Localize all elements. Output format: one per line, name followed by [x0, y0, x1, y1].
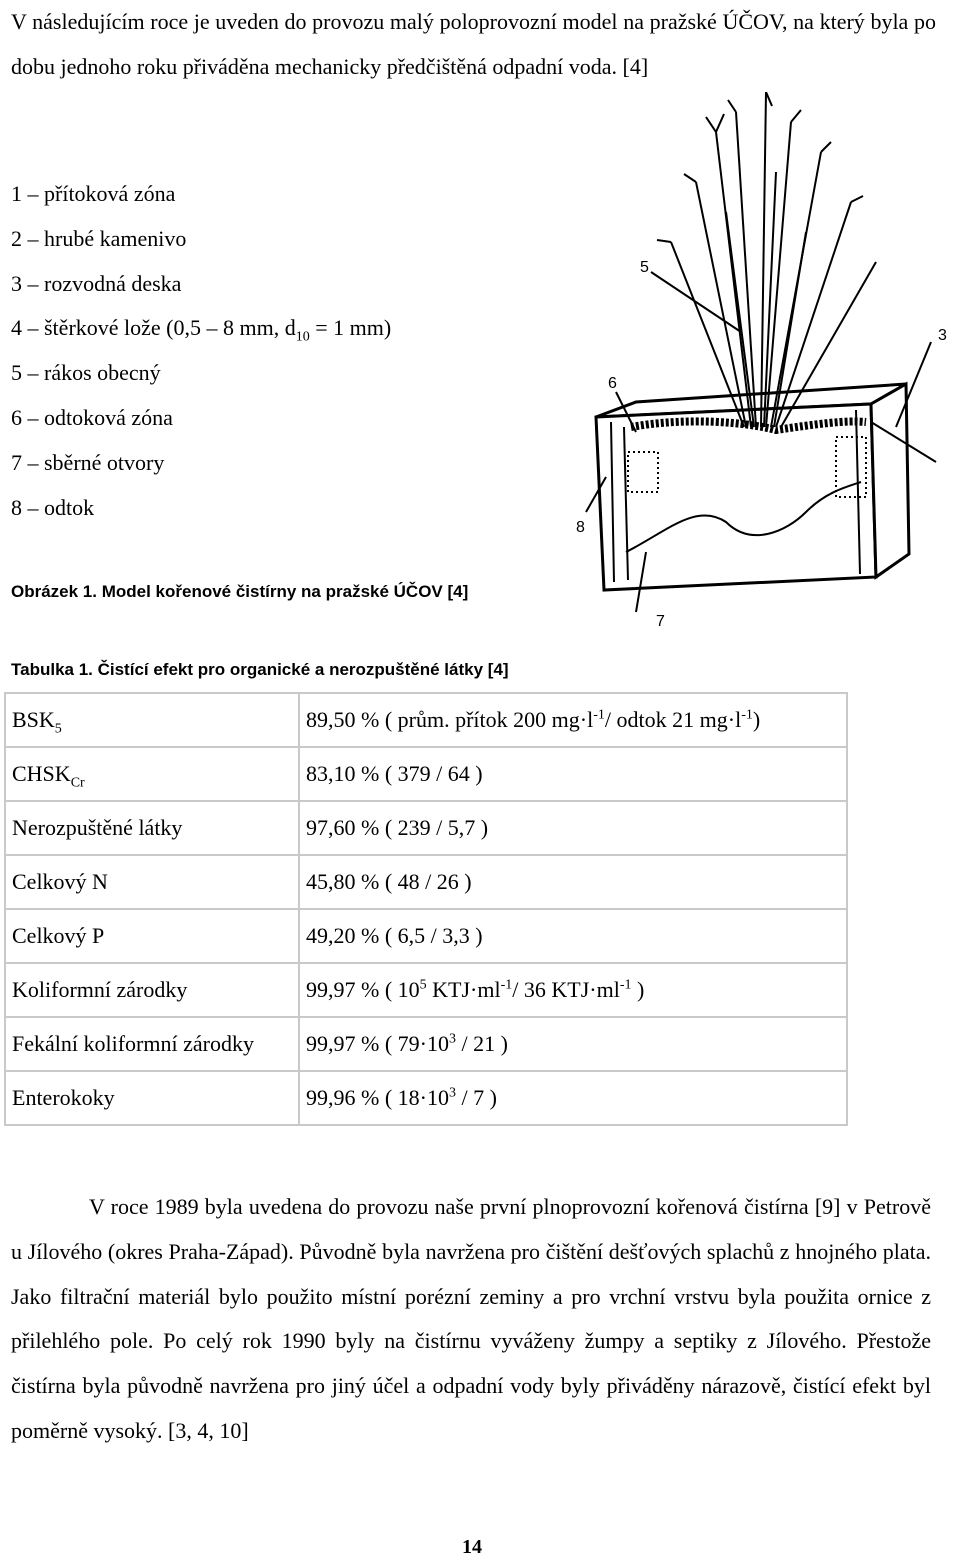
- closing-paragraph: V roce 1989 byla uvedena do provozu naše první plnoprovozní kořenová čistírna [9] v Petrově u Jílového (okres Praha-Západ). Původně byla navržena pro čištění dešťových splachů z hnojného plata. Jako filtrační materiál bylo použito místní porézní zeminy a pro vrchní vrstvu byla použita ornice z přilehlého pole. Po celý rok 1990 byly na čistírnu vyváženy žumpy a septiky z Jílového. Přestože čistírna byla původně navržena pro jiný účel a odpadní vody byly přiváděny nárazově, čistící efekt byl poměrně vysoký. [3, 4, 10]: [11, 1194, 931, 1443]
- table-row: [5, 963, 847, 1017]
- value-cell: 89,50 % ( prům. přítok 200 $mg\cdot l^{-1}/$ odtok 21 $mg\cdot l^{-1}$): [299, 693, 847, 747]
- parameter-cell: $CHSK_{Cr}$: [5, 747, 299, 801]
- parameter-cell: Celkový P: [5, 909, 299, 963]
- table-row: [5, 747, 847, 801]
- value-cell: 83,10 % ( 379 / 64 ): [299, 747, 847, 801]
- legend-item: [11, 306, 391, 351]
- value-cell: 97,60 % ( 239 / 5,7 ): [299, 801, 847, 855]
- table-row: [5, 909, 847, 963]
- figure-label: 3: [938, 327, 947, 344]
- legend-item: 6 – odtoková zóna: [11, 404, 173, 430]
- legend-item-4-subscript: 10: [295, 329, 310, 345]
- efficiency-table: [4, 692, 848, 1126]
- legend-item-4-rest: = 1 mm): [309, 315, 392, 341]
- legend-item: 3 – rozvodná deska: [11, 270, 182, 296]
- legend-item: 5 – rákos obecný: [11, 360, 161, 386]
- legend-item: 7 – sběrné otvory: [11, 449, 165, 475]
- table-caption: Tabulka 1. Čistící efekt pro organické a nerozpuštěné látky [4]: [11, 660, 509, 679]
- legend-item: 2 – hrubé kamenivo: [11, 225, 187, 251]
- figure-label: 6: [608, 375, 617, 392]
- table-row: [5, 855, 847, 909]
- value-cell: 99,97 % ( $10^5$ $KTJ\cdot ml^{-1}/$ 36 $KTJ\cdot ml^{-1}$ ): [299, 963, 847, 1017]
- legend-item: 1 – přítoková zóna: [11, 181, 176, 206]
- value-cell: 99,96 % ( $18\cdot 10^3 / 7$ ): [299, 1071, 847, 1125]
- parameter-cell: Koliformní zárodky: [5, 963, 299, 1017]
- figure-label: 5: [640, 259, 649, 276]
- value-cell: 45,80 % ( 48 / 26 ): [299, 855, 847, 909]
- parameter-cell: Nerozpuštěné látky: [5, 801, 299, 855]
- parameter-cell: Fekální koliformní zárodky: [5, 1017, 299, 1071]
- legend-item: 8 – odtok: [11, 494, 95, 520]
- value-cell: 99,97 % ( $79\cdot 10^3 / 21$ ): [299, 1017, 847, 1071]
- parameter-cell: $BSK_5$: [5, 693, 299, 747]
- intro-paragraph: V následujícím roce je uveden do provozu malý poloprovozní model na pražské ÚČOV, na který byla po dobu jednoho roku přiváděna mechanicky předčištěná odpadní voda. [4]: [11, 9, 936, 79]
- legend-item-4-text: 4 – štěrkové lože (0,5 – 8 mm, d: [11, 315, 296, 341]
- figure-label: 8: [576, 519, 585, 536]
- table-row: [5, 693, 847, 747]
- table-row: [5, 1071, 847, 1125]
- table-row: [5, 1017, 847, 1071]
- value-cell: 49,20 % ( 6,5 / 3,3 ): [299, 909, 847, 963]
- page-number: 14: [462, 1536, 482, 1558]
- figure-label: 7: [656, 613, 665, 630]
- figure-caption: Obrázek 1. Model kořenové čistírny na pražské ÚČOV [4]: [11, 582, 469, 601]
- parameter-cell: Enterokoky: [5, 1071, 299, 1125]
- table-row: [5, 801, 847, 855]
- figure-legend: [11, 172, 391, 530]
- parameter-cell: Celkový N: [5, 855, 299, 909]
- root-zone-model-illustration: [576, 92, 960, 632]
